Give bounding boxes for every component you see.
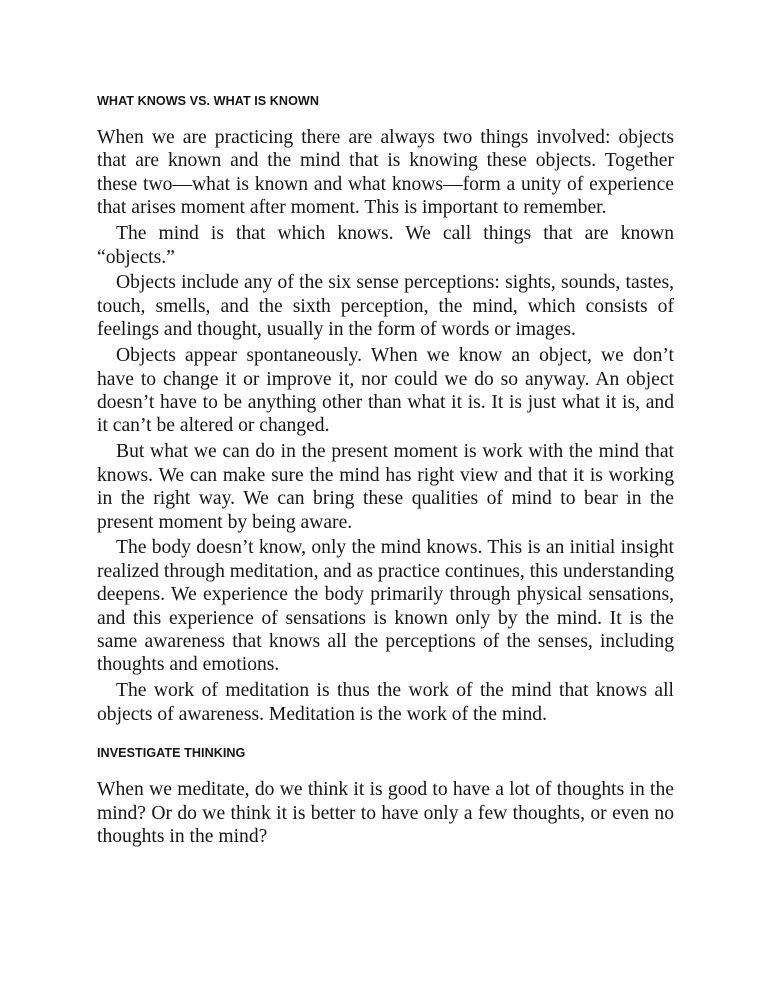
paragraph: But what we can do in the present moment is work with the mind that knows. We can make sure the mind has right view and that it is working in the right way. We can bring these qualities of mind to bear in the present moment by being aware. <box>97 441 674 533</box>
book-page <box>97 0 674 848</box>
paragraph: Objects include any of the six sense perceptions: sights, sounds, tastes, touch, smells, and the sixth perception, the mind, which consists of feelings and thought, usually in the form of words or images. <box>97 272 674 341</box>
paragraph: The mind is that which knows. We call things that are known “objects.” <box>97 223 674 268</box>
paragraph: The work of meditation is thus the work of the mind that knows all objects of awareness. Meditation is the work of the mind. <box>97 680 674 725</box>
paragraph: The body doesn’t know, only the mind knows. This is an initial insight realized through meditation, and as practice continues, this understanding deepens. We experience the body primarily through physical sensations, and this experience of sensations is known only by the mind. It is the same awareness that knows all the perceptions of the senses, including thoughts and emotions. <box>97 537 674 676</box>
section-body <box>97 778 674 848</box>
section-body <box>97 126 674 726</box>
paragraph: Objects appear spontaneously. When we know an object, we don’t have to change it or improve it, nor could we do so anyway. An object doesn’t have to be anything other than what it is. It is just what it is, and it can’t be altered or changed. <box>97 345 674 437</box>
section-heading: INVESTIGATE THINKING <box>97 746 246 761</box>
paragraph: When we meditate, do we think it is good to have a lot of thoughts in the mind? Or do we think it is better to have only a few thoughts, or even no thoughts in the mind? <box>97 779 674 847</box>
section-heading: WHAT KNOWS VS. WHAT IS KNOWN <box>97 94 319 108</box>
paragraph: When we are practicing there are always two things involved: objects that are known and the mind that is knowing these objects. Together these two—what is known and what knows—form a unity of experience that arises moment after moment. This is important to remember. <box>97 127 674 219</box>
